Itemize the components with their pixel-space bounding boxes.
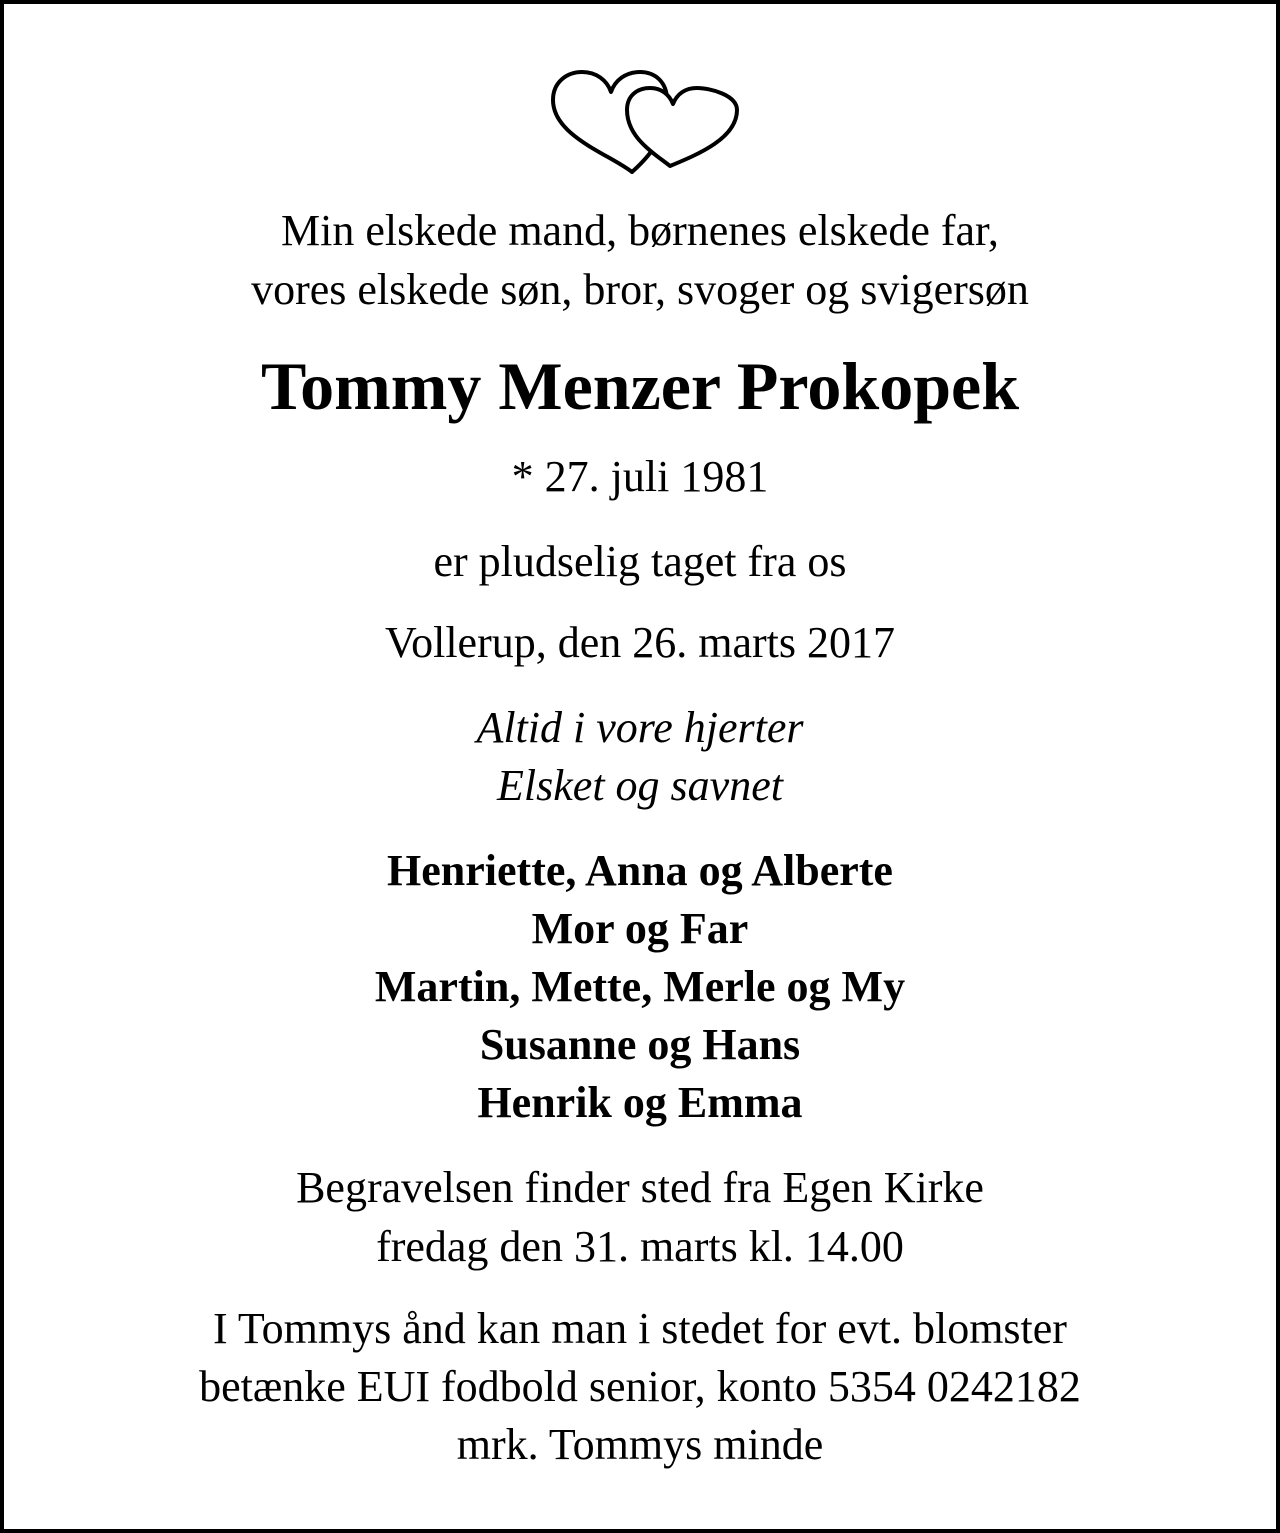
family-line-1: Henriette, Anna og Alberte <box>387 846 893 895</box>
passed-text: er pludselig taget fra os <box>433 537 847 586</box>
donation-line-3: mrk. Tommys minde <box>456 1420 824 1469</box>
family-line-4: Susanne og Hans <box>479 1020 801 1069</box>
family-line-5: Henrik og Emma <box>477 1078 803 1127</box>
funeral-line-1: Begravelsen finder sted fra Egen Kirke <box>296 1163 984 1212</box>
family-line-2: Mor og Far <box>531 904 749 953</box>
place-and-date: Vollerup, den 26. marts 2017 <box>384 618 896 667</box>
two-hearts-icon <box>549 68 741 174</box>
birth-date: * 27. juli 1981 <box>511 452 769 501</box>
deceased-name: Tommy Menzer Prokopek <box>260 348 1020 424</box>
funeral-line-2: fredag den 31. marts kl. 14.00 <box>376 1222 904 1271</box>
intro-line-1: Min elskede mand, børnenes elskede far, <box>281 206 999 255</box>
donation-line-2: betænke EUI fodbold senior, konto 5354 0242182 <box>199 1362 1081 1411</box>
motto-line-2: Elsket og savnet <box>497 761 783 810</box>
intro-line-2: vores elskede søn, bror, svoger og svigersøn <box>251 265 1029 314</box>
donation-line-1: I Tommys ånd kan man i stedet for evt. blomster <box>213 1304 1067 1353</box>
family-line-3: Martin, Mette, Merle og My <box>374 962 906 1011</box>
motto-line-1: Altid i vore hjerter <box>476 703 804 752</box>
